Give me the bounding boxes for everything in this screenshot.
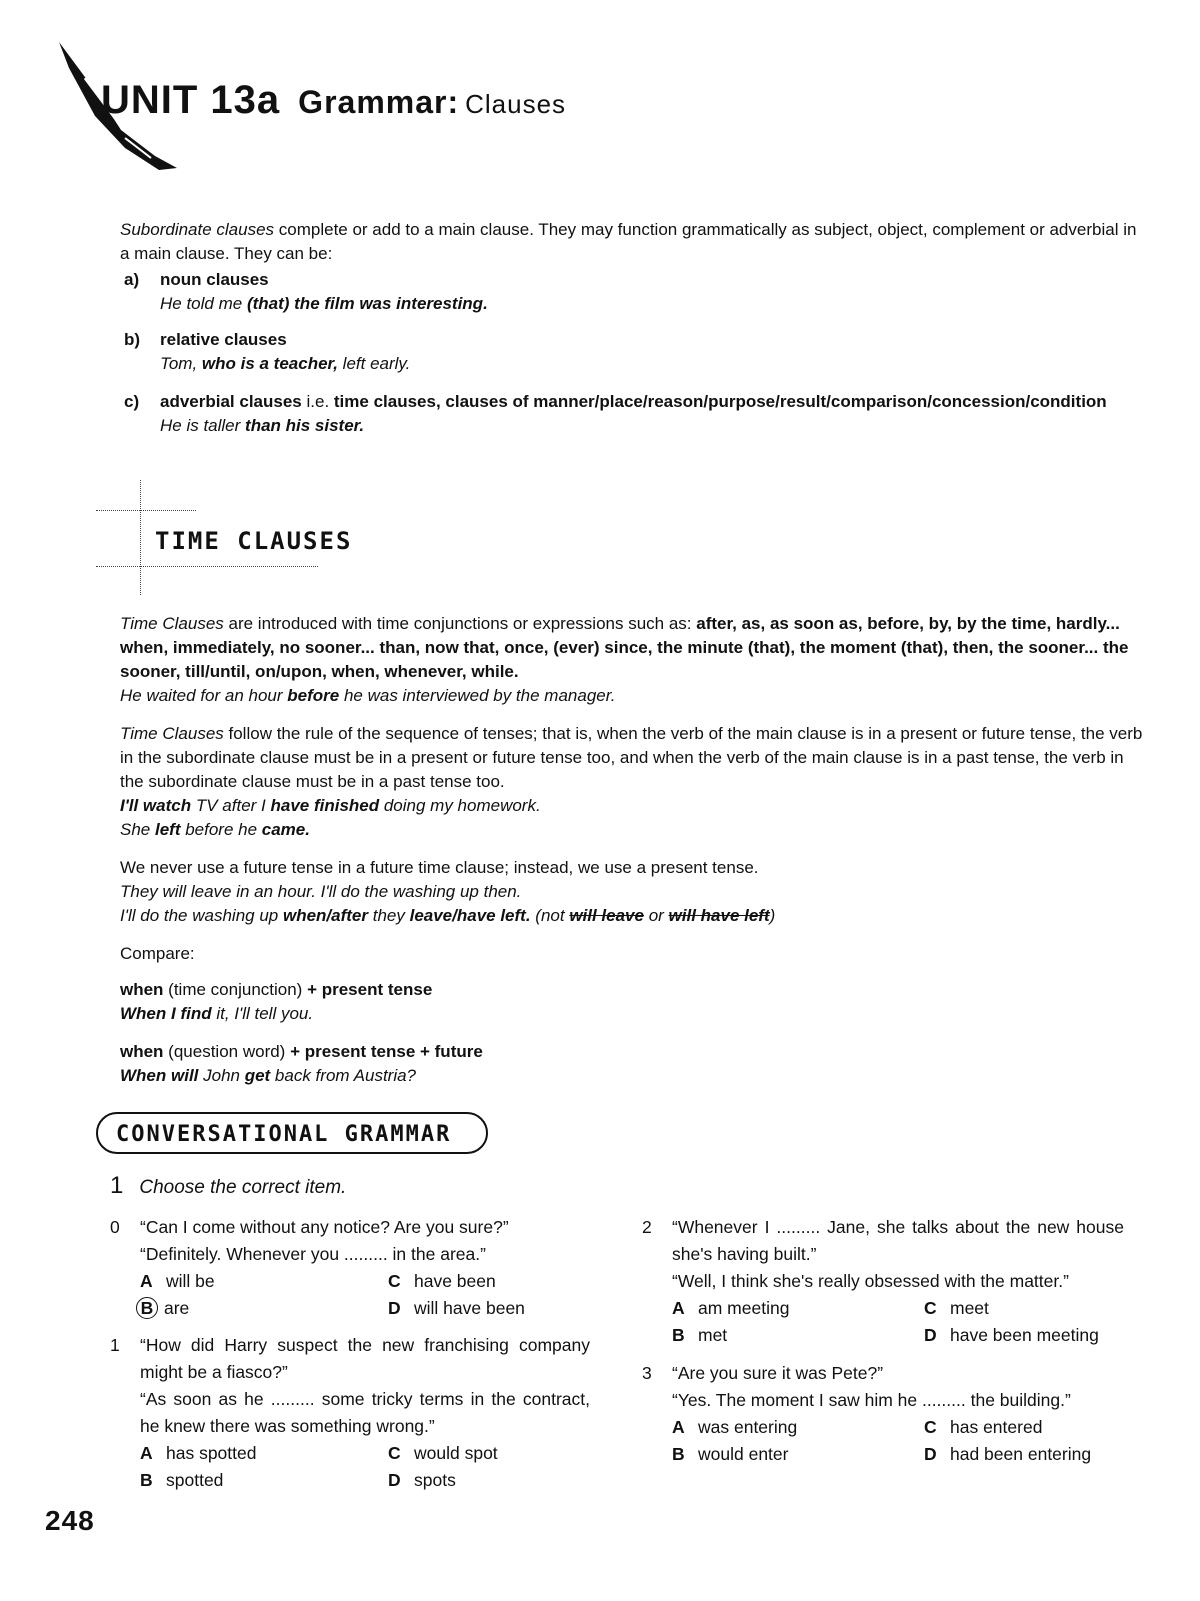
question-number: 2 <box>642 1217 652 1237</box>
term: Time Clauses <box>120 724 224 743</box>
example-text: He waited for an hour <box>120 686 288 705</box>
example-highlight: get <box>244 1066 271 1085</box>
option-letter: A <box>140 1443 153 1463</box>
answer-option[interactable] <box>388 1440 498 1467</box>
conversational-grammar-banner: CONVERSATIONAL GRAMMAR <box>96 1112 488 1154</box>
exercise-instruction <box>110 1172 346 1200</box>
text: (question word) <box>163 1042 291 1061</box>
option-letter: D <box>924 1444 937 1464</box>
example-text: She <box>120 820 155 839</box>
example-highlight: I'll watch <box>120 796 192 815</box>
example-text: He is taller <box>160 416 246 435</box>
example-text: ) <box>769 906 776 925</box>
option-text: are <box>164 1298 190 1318</box>
example-highlight: who is a teacher, <box>201 354 338 373</box>
option-text: had been entering <box>950 1444 1092 1464</box>
term: Time Clauses <box>120 614 224 633</box>
clause-type-name: relative clauses <box>160 330 287 349</box>
keyword: when <box>120 980 164 999</box>
example-text: I'll do the washing up <box>120 906 283 925</box>
answer-option[interactable] <box>388 1467 456 1494</box>
option-letter: C <box>388 1271 401 1291</box>
question-line: “As soon as he ......... some tricky terms in the contract, he knew there was something wrong.” <box>140 1389 590 1436</box>
option-text: spotted <box>166 1470 224 1490</box>
option-text: met <box>698 1325 728 1345</box>
answer-option-selected[interactable] <box>140 1295 189 1322</box>
unit-header <box>55 38 755 178</box>
answer-option[interactable] <box>388 1268 496 1295</box>
question-number: 3 <box>642 1363 652 1383</box>
struck-example: will leave <box>569 906 644 925</box>
option-text: would enter <box>698 1444 789 1464</box>
answer-option[interactable] <box>672 1441 788 1468</box>
question-line: “How did Harry suspect the new franchising company might be a fiasco?” <box>140 1335 590 1382</box>
example-text: John <box>198 1066 245 1085</box>
question-item <box>642 1214 1124 1349</box>
future-time-clause-paragraph <box>120 856 1150 928</box>
option-letter: D <box>388 1470 401 1490</box>
topic-label: Clauses <box>465 89 567 119</box>
answer-option[interactable] <box>140 1467 223 1494</box>
intro-term: Subordinate clauses <box>120 220 275 239</box>
question-line: “Can I come without any notice? Are you sure?” <box>140 1217 509 1237</box>
example-text: TV after I <box>191 796 271 815</box>
circled-answer-icon: B <box>136 1297 158 1319</box>
example-highlight: than his sister. <box>245 416 365 435</box>
option-text: spots <box>414 1470 456 1490</box>
example-text: He told me <box>160 294 247 313</box>
conjunction-list: after, as, as soon as, before, by, by the time, hardly... when, immediately, no sooner... than, now that, once, (ever) since, the minute (that), the moment (that), then, the sooner... the sooner, till/until, on/upon, when, whenever, while. <box>120 614 1129 681</box>
clause-type-list: time clauses, clauses of manner/place/reason/purpose/result/comparison/concession/condition <box>333 392 1107 411</box>
example-highlight: came. <box>261 820 310 839</box>
question-line: “Definitely. Whenever you ......... in the area.” <box>140 1244 486 1264</box>
compare-label: Compare: <box>120 944 195 963</box>
example-highlight: left <box>154 820 181 839</box>
rule: + present tense + future <box>290 1042 483 1061</box>
answer-option[interactable] <box>388 1295 525 1322</box>
option-letter: B <box>672 1325 685 1345</box>
list-item <box>120 328 1150 376</box>
example-text: they <box>368 906 410 925</box>
example-text: They will leave in an hour. I'll do the washing up then. <box>120 882 522 901</box>
list-letter: a) <box>124 270 140 289</box>
example-text: or <box>643 906 669 925</box>
option-letter: A <box>140 1271 153 1291</box>
example-text: left early. <box>337 354 411 373</box>
exercise-instruction-text: Choose the correct item. <box>139 1177 347 1198</box>
option-text: has spotted <box>166 1443 257 1463</box>
option-text: was entering <box>698 1417 798 1437</box>
option-letter: B <box>672 1444 685 1464</box>
question-item <box>642 1360 1124 1468</box>
list-item <box>120 268 1150 316</box>
exercise-number: 1 <box>110 1172 124 1199</box>
answer-option[interactable] <box>672 1414 797 1441</box>
option-letter: C <box>924 1417 937 1437</box>
question-item <box>110 1214 590 1322</box>
time-clauses-heading: TIME CLAUSES <box>155 527 353 555</box>
compare-row-2 <box>120 1040 1150 1088</box>
answer-option[interactable] <box>924 1295 989 1322</box>
example-highlight: When I find <box>120 1004 212 1023</box>
option-text: has entered <box>950 1417 1043 1437</box>
text: are introduced with time conjunctions or expressions such as: <box>223 614 697 633</box>
text: (time conjunction) <box>163 980 308 999</box>
option-text: meet <box>950 1298 989 1318</box>
list-letter: c) <box>124 392 140 411</box>
question-line: “Well, I think she's really obsessed with the matter.” <box>672 1271 1069 1291</box>
time-clauses-intro <box>120 612 1150 708</box>
example-highlight: have finished <box>270 796 380 815</box>
rule: + present tense <box>307 980 433 999</box>
answer-option[interactable] <box>924 1441 1091 1468</box>
heading-rule-top <box>96 510 196 511</box>
question-line: “Are you sure it was Pete?” <box>672 1363 884 1383</box>
option-letter: B <box>140 1470 153 1490</box>
answer-option[interactable] <box>672 1322 727 1349</box>
answer-option[interactable] <box>672 1295 789 1322</box>
unit-number: UNIT 13a <box>101 78 281 122</box>
intro-paragraph <box>120 218 1150 266</box>
option-text: have been <box>414 1271 496 1291</box>
question-number: 1 <box>110 1335 120 1355</box>
answer-option[interactable] <box>140 1268 215 1295</box>
keyword: when <box>120 1042 164 1061</box>
option-letter: D <box>388 1298 401 1318</box>
example-text: he was interviewed by the manager. <box>339 686 616 705</box>
example-text: it, I'll tell you. <box>211 1004 314 1023</box>
option-letter: C <box>924 1298 937 1318</box>
sequence-of-tenses-paragraph <box>120 722 1150 842</box>
question-line: “Whenever I ......... Jane, she talks about the new house she's having built.” <box>672 1217 1124 1264</box>
answer-option[interactable] <box>924 1414 1042 1441</box>
page-number: 248 <box>45 1505 95 1536</box>
option-text: will be <box>166 1271 215 1291</box>
example-text: Tom, <box>160 354 202 373</box>
example-text: doing my homework. <box>379 796 541 815</box>
option-letter: A <box>672 1417 685 1437</box>
grammar-label: Grammar: <box>298 84 460 120</box>
unit-title <box>101 78 566 123</box>
answer-option[interactable] <box>924 1322 1099 1349</box>
example-text: before he <box>180 820 262 839</box>
example-highlight: (that) the film was interesting. <box>246 294 488 313</box>
text: We never use a future tense in a future time clause; instead, we use a present tense. <box>120 858 759 877</box>
example-highlight: before <box>287 686 340 705</box>
question-line: “Yes. The moment I saw him he ......... the building.” <box>672 1390 1071 1410</box>
clause-type-ie: i.e. <box>301 392 334 411</box>
example-text: back from Austria? <box>270 1066 417 1085</box>
option-letter: D <box>924 1325 937 1345</box>
text: follow the rule of the sequence of tenses; that is, when the verb of the main clause is in a present or future tense, the verb in the subordinate clause must be in a present or future tense too, and when the verb of the main clause is in a past tense, the verb in the subordinate clause must be in a past tense too. <box>120 724 1143 791</box>
list-letter: b) <box>124 330 141 349</box>
question-item <box>110 1332 590 1494</box>
example-highlight: When will <box>120 1066 199 1085</box>
example-text: (not <box>530 906 570 925</box>
heading-rule-vertical <box>140 480 141 595</box>
clause-type-name: adverbial clauses <box>160 392 302 411</box>
example-highlight: leave/have left. <box>409 906 531 925</box>
option-text: have been meeting <box>950 1325 1099 1345</box>
example-highlight: when/after <box>282 906 368 925</box>
compare-row-1 <box>120 978 1150 1026</box>
struck-example: will have left <box>668 906 770 925</box>
heading-rule-bottom <box>96 566 318 567</box>
option-text: will have been <box>414 1298 525 1318</box>
option-letter: C <box>388 1443 401 1463</box>
option-text: would spot <box>414 1443 498 1463</box>
option-letter: A <box>672 1298 685 1318</box>
clause-type-name: noun clauses <box>160 270 269 289</box>
option-text: am meeting <box>698 1298 790 1318</box>
list-item <box>120 390 1150 438</box>
intro-text: complete or add to a main clause. They may function grammatically as subject, object, complement or adverbial in a main clause. They can be: <box>120 220 1137 263</box>
answer-option[interactable] <box>140 1440 256 1467</box>
question-number: 0 <box>110 1217 120 1237</box>
